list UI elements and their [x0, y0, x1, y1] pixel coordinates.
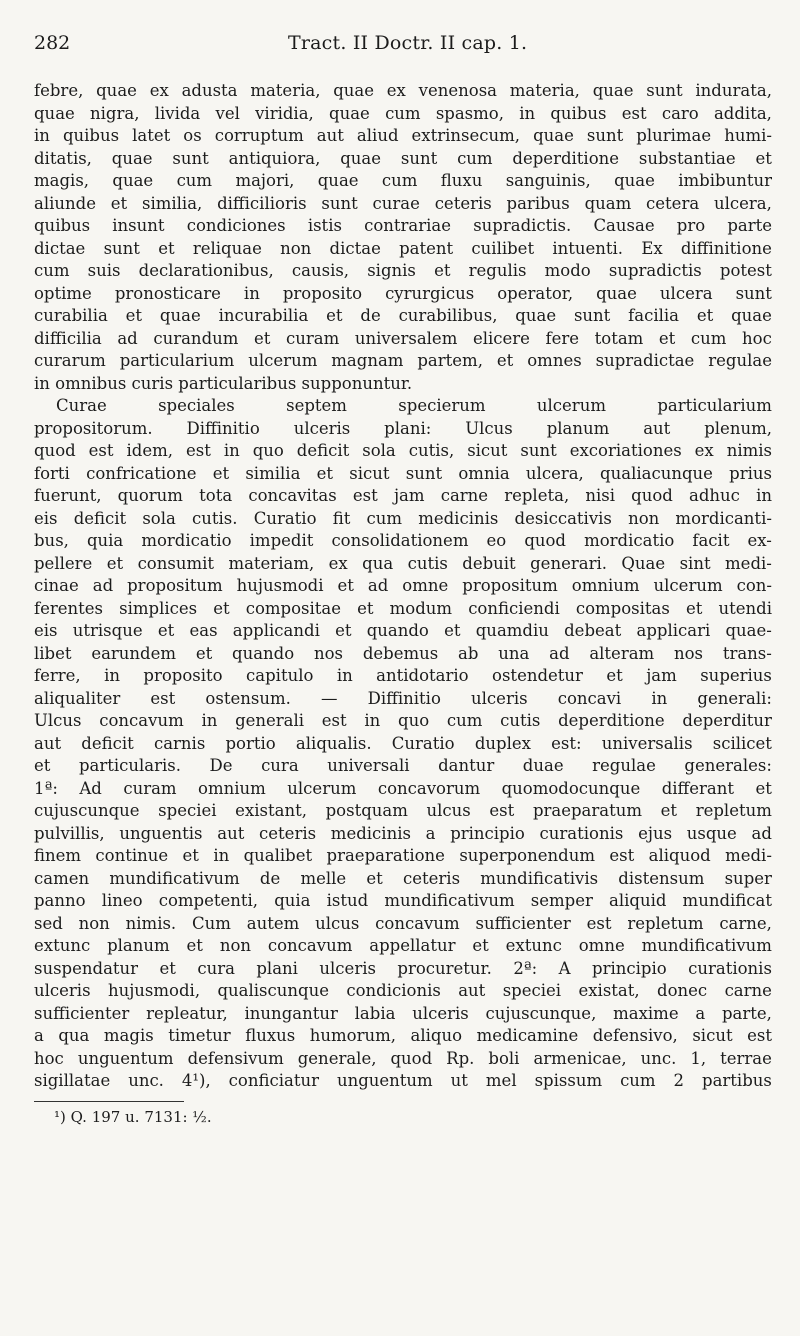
running-head: Tract. II Doctr. II cap. 1. [288, 32, 528, 54]
text-line: sed non nimis. Cum autem ulcus concavum sufficienter est repletum carne, [34, 913, 772, 933]
text-line: curarum particularium ulcerum magnam partem, et omnes supradictae regulae [34, 351, 772, 370]
text-line: aliunde et similia, difficilioris sunt curae ceteris paribus quam cetera ulcera, [34, 193, 772, 213]
text-line: camen mundificativum de melle et ceteris mundificativis distensum super [34, 868, 772, 888]
text-line: febre, quae ex adusta materia, quae ex venenosa materia, quae sunt indurata, [34, 81, 772, 100]
text-line: eis utrisque et eas applicandi et quando et quamdiu debeat applicari quae- [34, 621, 772, 640]
text-line: quod est idem, est in quo deficit sola cutis, sicut sunt excoriationes ex nimis [34, 441, 772, 460]
text-line: in quibus latet os corruptum aut aliud extrinsecum, quae sunt plurimae humi- [34, 126, 772, 145]
text-line: aliqualiter est ostensum. — Diffinitio ulceris concavi in generali: [34, 688, 772, 708]
text-line: ditatis, quae sunt antiquiora, quae sunt cum deperditione substantiae et [34, 148, 772, 168]
text-line: ferentes simplices et compositae et modum conficiendi compositas et utendi [34, 598, 772, 618]
text-line: suspendatur et cura plani ulceris procuretur. 2ª: A principio curationis [34, 958, 772, 978]
text-line: ulceris hujusmodi, qualiscunque condicionis aut speciei existat, donec carne [34, 981, 772, 1000]
text-line: a qua magis timetur fluxus humorum, aliquo medicamine defensivo, sicut est [34, 1026, 772, 1045]
text-line: panno lineo competenti, quia istud mundificativum semper aliquid mundificat [34, 891, 772, 910]
text-line: eis deficit sola cutis. Curatio fit cum medicinis desiccativis non mordicanti- [34, 508, 772, 528]
text-line: cum suis declarationibus, causis, signis et regulis modo supradictis potest [34, 261, 772, 280]
text-line: fuerunt, quorum tota concavitas est jam carne repleta, nisi quod adhuc in [34, 486, 772, 505]
text-line: dictae sunt et reliquae non dictae patent cuilibet intuenti. Ex diffinitione [34, 238, 772, 258]
footnote-rule [34, 1101, 184, 1102]
text-line: aut deficit carnis portio aliqualis. Curatio duplex est: universalis scilicet [34, 733, 772, 753]
text-line: optime pronosticare in proposito cyrurgicus operator, quae ulcera sunt [34, 283, 772, 303]
text-line: curabilia et quae incurabilia et de curabilibus, quae sunt facilia et quae [34, 306, 772, 325]
text-line: pellere et consumit materiam, ex qua cutis debuit generari. Quae sint medi- [34, 553, 772, 573]
text-line: quae nigra, livida vel viridia, quae cum spasmo, in quibus est caro addita, [34, 103, 772, 123]
text-line: cinae ad propositum hujusmodi et ad omne propositum omnium ulcerum con- [34, 576, 772, 595]
text-line: 1ª: Ad curam omnium ulcerum concavorum quomodocunque differant et [34, 778, 772, 798]
text-line: difficilia ad curandum et curam universalem elicere fere totam et cum hoc [34, 328, 772, 348]
text-line: ferre, in proposito capitulo in antidotario ostendetur et jam superius [34, 666, 772, 685]
text-line: hoc unguentum defensivum generale, quod Rp. boli armenicae, unc. 1, terrae [34, 1048, 772, 1068]
text-line: extunc planum et non concavum appellatur et extunc omne mundificativum [34, 936, 772, 955]
body-text [34, 80, 772, 1093]
text-line: magis, quae cum majori, quae cum fluxu sanguinis, quae imbibuntur [34, 171, 772, 190]
text-line: in omnibus curis particularibus supponuntur. [34, 373, 413, 393]
footnote: ¹) Q. 197 u. 7131: ½. [54, 1107, 212, 1126]
text-line: Ulcus concavum in generali est in quo cum cutis deperditione deperditur [34, 711, 772, 730]
text-line: quibus insunt condiciones istis contrariae supradictis. Causae pro parte [34, 216, 772, 235]
text-line: libet earundem et quando nos debemus ab una ad alteram nos trans- [34, 643, 772, 663]
text-line: sigillatae unc. 4¹), conficiatur unguentum ut mel spissum cum 2 partibus [34, 1071, 772, 1090]
text-line: pulvillis, unguentis aut ceteris medicinis a principio curationis ejus usque ad [34, 823, 772, 843]
page-header [34, 30, 772, 66]
text-line: Curae speciales septem specierum ulcerum particularium [56, 396, 772, 415]
text-line: cujuscunque speciei existant, postquam ulcus est praeparatum et repletum [34, 801, 772, 820]
text-line: finem continue et in qualibet praeparatione superponendum est aliquod medi- [34, 846, 772, 865]
text-line: et particularis. De cura universali dantur duae regulae generales: [34, 756, 772, 775]
text-line: bus, quia mordicatio impedit consolidationem eo quod mordicatio facit ex- [34, 531, 772, 550]
page-number: 282 [34, 32, 71, 54]
text-line: propositorum. Diffinitio ulceris plani: Ulcus planum aut plenum, [34, 418, 772, 438]
text-line: sufficienter repleatur, inungantur labia ulceris cujuscunque, maxime a parte, [34, 1003, 772, 1023]
text-line: forti confricatione et similia et sicut sunt omnia ulcera, qualiacunque prius [34, 463, 772, 483]
